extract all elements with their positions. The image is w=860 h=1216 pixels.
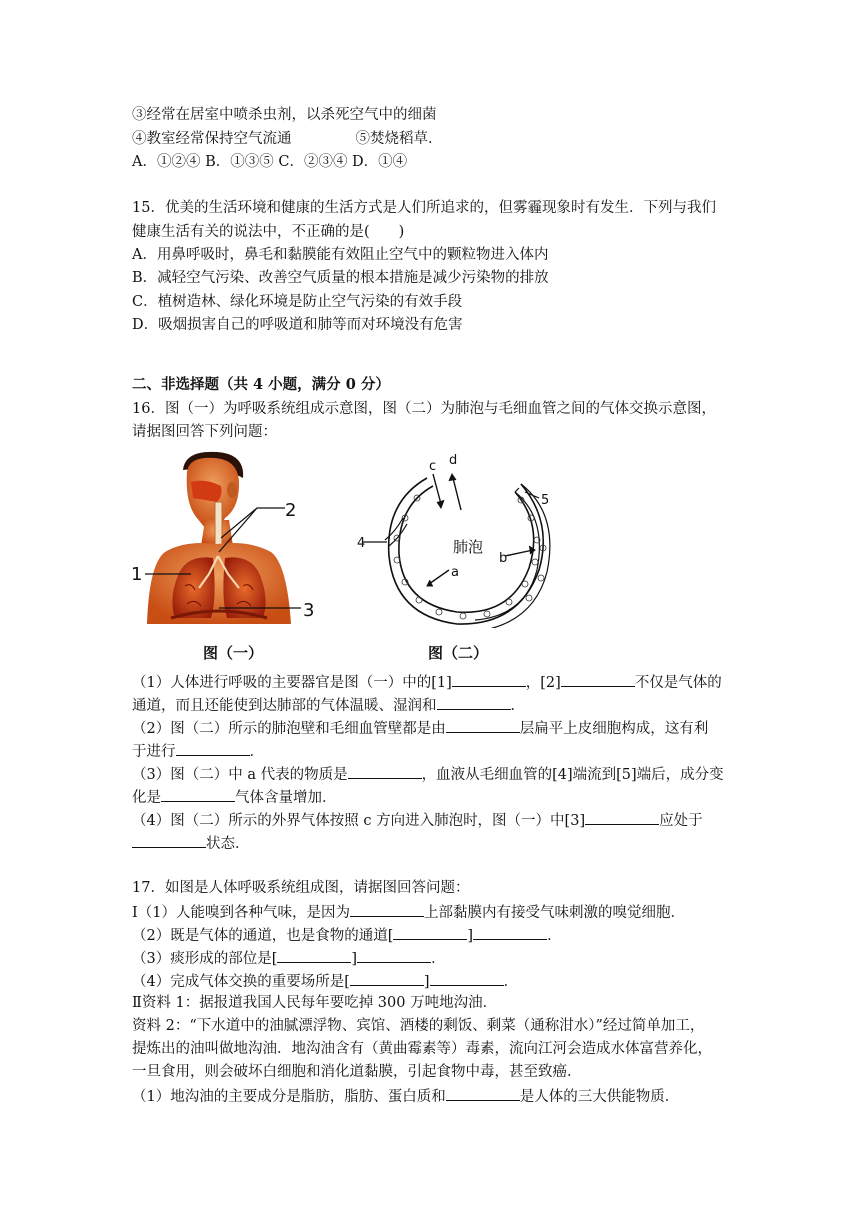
q16-part4-line2: 状态． [132,832,250,854]
q17-i-part2: （2）既是气体的通道，也是食物的通道[ ] ． [132,924,562,946]
q17-i-part3: （3）痰形成的部位是[ ] ． [132,947,446,969]
alveolus-capillary-figure [355,448,565,628]
q15-option-c: C．植树造林、绿化环境是防止空气污染的有效手段 [132,294,463,310]
fig2-alveolus-label: 肺泡 [453,538,484,556]
fig2-label-a: a [451,565,459,580]
q17-i-part1: Ⅰ（1）人能嗅到各种气味，是因为 上部黏膜内有接受气味刺激的嗅觉细胞． [132,901,685,923]
fig2-label-b: b [499,551,508,566]
q16-part2-line2: 于进行 ． [132,740,264,762]
q14-item-5: ⑤焚烧稻草． [355,131,443,147]
fig1-label-2: 2 [285,500,297,521]
q16-part1-line2: 通道，而且还能使到达肺部的气体温暖、湿润和 ． [132,694,525,716]
q16-part4-line1: （4）图（二）所示的外界气体按照 c 方向进入肺泡时，图（一）中[3] 应处于 [132,809,703,831]
q17-stem: 17．如图是人体呼吸系统组成图，请据图回答问题： [132,880,470,896]
fig2-caption: 图（二） [428,644,489,662]
q15-option-a: A．用鼻呼吸时，鼻毛和黏膜能有效阻止空气中的颗粒物进入体内 [132,247,549,263]
fig2-label-d: d [449,453,458,468]
q17-material-2-line1: 资料 2：“下水道中的油腻漂浮物、宾馆、酒楼的剩饭、剩菜（通称泔水）”经过简单加工， [132,1018,705,1034]
fig2-label-c: c [429,459,437,474]
q15-option-b: B．减轻空气污染、改善空气质量的根本措施是减少污染物的排放 [132,270,549,286]
q16-part1-line1: （1）人体进行呼吸的主要器官是图（一）中的[1] ，[2] 不仅是气体的 [132,671,722,693]
fig2-label-5: 5 [541,493,550,508]
q17-ii-part1: （1）地沟油的主要成分是脂肪，脂肪、蛋白质和 是人体的三大供能物质． [132,1085,679,1107]
fig1-label-1: 1 [131,564,143,585]
respiratory-system-figure [125,448,335,628]
fig2-label-4: 4 [357,536,366,551]
section-2-heading: 二、非选择题（共 4 小题，满分 0 分） [132,376,390,393]
q17-material-2-line2: 提炼出的油叫做地沟油．地沟油含有（黄曲霉素等）毒素，流向江河会造成水体富营养化， [132,1041,712,1057]
q14-item-4: ④教室经常保持空气流通 [132,131,292,147]
q14-item-4-5 [132,129,443,149]
q17-i-part4: （4）完成气体交换的重要场所是[ ] ． [132,970,518,992]
q16-part2-line1: （2）图（二）所示的肺泡壁和毛细血管壁都是由 层扁平上皮细胞构成，这有利 [132,717,708,739]
q17-material-2-line3: 一旦食用，则会破坏白细胞和消化道黏膜，引起食物中毒，甚至致癌． [132,1064,582,1080]
q15-stem-line2: 健康生活有关的说法中，不正确的是( ) [132,224,405,240]
q16-part3-line1: （3）图（二）中 a 代表的物质是 ，血液从毛细血管的[4]端流到[5]端后，成分变 [132,763,724,785]
q17-material-1: Ⅱ资料 1：据报道我国人民每年要吃掉 300 万吨地沟油． [132,995,498,1011]
q14-options: A．①②④ B．①③⑤ C．②③④ D．①④ [132,154,408,170]
q16-part3-line2: 化是 气体含量增加． [132,786,337,808]
q14-item-3: ③经常在居室中喷杀虫剂，以杀死空气中的细菌 [132,107,437,123]
q16-stem-line2: 请据图回答下列问题： [132,424,277,440]
q16-stem-line1: 16．图（一）为呼吸系统组成示意图，图（二）为肺泡与毛细血管之间的气体交换示意图， [132,401,716,417]
q15-option-d: D．吸烟损害自己的呼吸道和肺等而对环境没有危害 [132,317,463,333]
fig1-label-3: 3 [303,600,315,621]
fig1-caption: 图（一） [203,644,264,662]
q15-stem-line1: 15．优美的生活环境和健康的生活方式是人们所追求的，但雾霾现象时有发生．下列与我们 [132,200,716,216]
